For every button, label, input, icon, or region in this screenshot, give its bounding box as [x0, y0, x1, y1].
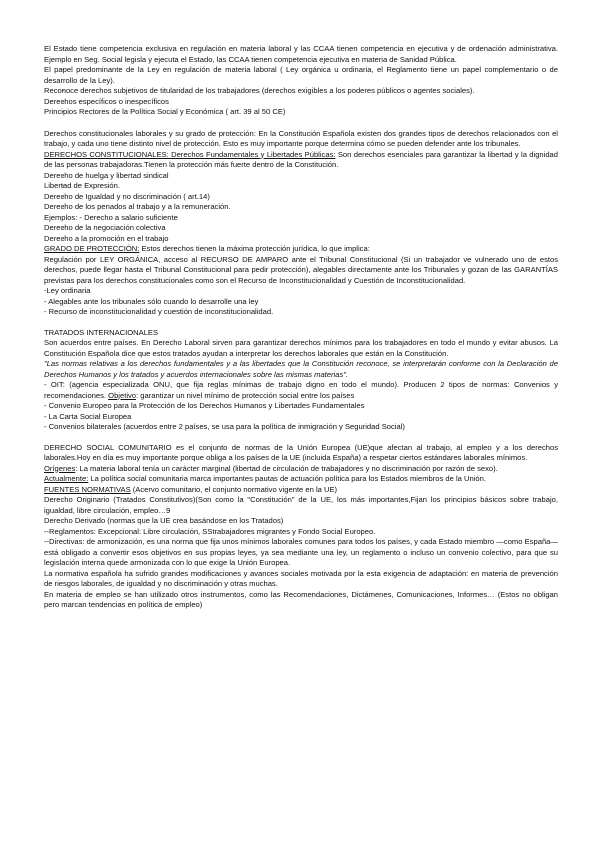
- list-item: - El Estado tiene competencia exclusiva en regulación en materia laboral y las CCAA tienen competencia en ejecutiva y de ordenación administrativa. Ejemplo en Seg. Social legisla y ejecuta el Estado, las CCAA tienen competencia ejecutiva en materia de Sanidad Pública.: [44, 44, 558, 65]
- list-item: - Principios Rectores de la Política Social y Económica ( art. 39 al 50 CE): [44, 107, 558, 118]
- originario-paragraph: Derecho Originario (Tratados Constitutivos)(Son como la "Constitución" de la UE, los más importantes,Fijan los principios básicos sobre trabajo, igualdad, libre circulación, empleo…9: [44, 495, 558, 515]
- section3-intro: DERECHO SOCIAL COMUNITARIO es el conjunto de normas de la Unión Europea (UE)que afectan al trabajo, al empleo y a los derechos laborales.Hoy en día es muy importante porque obliga a los países de la UE (incluida España) a respetar ciertos estándares laborales mínimos.: [44, 442, 558, 462]
- constitution-quote: "Las normas relativas a los derechos fundamentales y a las libertades que la Constitución reconoce, se interpretarán conforme con la Declaración de Derechos Humanos y los tratados y acuerdos internacionales sobre las mismas materias".: [44, 359, 558, 379]
- oit-objective-text: : garantizar un nivel mínimo de protección social entre los países: [136, 390, 355, 400]
- list-item: - Reconoce derechos subjetivos de titularidad de los trabajadores (derechos exigibles a los poderes públicos o agentes sociales).: [44, 86, 558, 97]
- list-item: - Derecho de huelga y libertad sindical: [44, 171, 558, 182]
- section1-intro: Derechos constitucionales laborales y su grado de protección: En la Constitución Española existen dos grandes tipos de derechos relacionados con el trabajo, y cada uno tiene distinto nivel de protección. Esto es muy importante porque determina cómo se pueden defender ante los tribunales.: [44, 128, 558, 148]
- actual-label: Actualmente:: [44, 474, 89, 483]
- grado-paragraph: [44, 244, 558, 255]
- origenes-label: Orígenes: [44, 463, 76, 473]
- grado-text: Estos derechos tienen la máxima protección jurídica, lo que implica:: [139, 244, 370, 253]
- fund-heading: DERECHOS CONSTITUCIONALES: Derechos Fundamentales y Libertades Públicas:: [44, 149, 336, 159]
- text-line: - Alegables ante los tribunales sólo cuando lo desarrolle una ley: [44, 296, 259, 306]
- fund-list: [44, 171, 558, 213]
- fuentes-paragraph: [44, 485, 558, 496]
- normativa-paragraph: La normativa española ha sufrido grandes modificaciones y avances sociales motivada por la esta exigencia de adaptación: en materia de prevención de riesgos laborales, de igualdad y no discriminación y otras muchas.: [44, 568, 558, 588]
- text-line: - La Carta Social Europea: [44, 411, 132, 421]
- list-item: - Derecho de los penados al trabajo y a la remuneración.: [44, 202, 558, 213]
- text-line: -Ley ordinaria: [44, 286, 91, 295]
- list-item: - Derechos específicos o inespecíficos: [44, 97, 558, 108]
- fuentes-text: (Acervo comunitario, el conjunto normativo vigente en la UE): [130, 484, 338, 494]
- empleo-paragraph: En materia de empleo se han utilizado otros instrumentos, como las Recomendaciones, Dictámenes, Comunicaciones, Informes… (Estos no obligan pero marcan tendencias en política de empleo): [44, 589, 558, 609]
- derivado-line: Derecho Derivado (normas que la UE crea basándose en los Tratados): [44, 516, 284, 525]
- fuentes-label: FUENTES NORMATIVAS: [44, 484, 131, 494]
- examples-line: Ejemplos: - Derecho a salario suficiente: [44, 212, 178, 222]
- oit-paragraph: [44, 380, 558, 401]
- actual-paragraph: [44, 474, 558, 485]
- directivas-paragraph: --Directivas: de armonización, es una norma que fija unos mínimos laborales comunes para todos los países, y cada Estado miembro —como España— está obligado a convertir esos objetivos en sus propias leyes, ya sea mediante una ley, un reglamento o incluso un convenio colectivo, para que su legislación interna quede armonizada con lo que exige la Unión Europea.: [44, 537, 558, 567]
- origenes-paragraph: [44, 464, 558, 475]
- regulation-paragraph: Regulación por LEY ORGÁNICA, acceso al RECURSO DE AMPARO ante el Tribunal Constitucional (Si un trabajador ve vulnerado uno de estos derechos, puede llegar hasta el Tribunal Constitucional para pedir protección), alegables directamente ante los Tribunales y gozan de las GARANTÍAS previstas para los derechos constitucionales como son el Recurso de Inconstitucionalidad y Cuestión de Inconstitucionalidad.: [44, 254, 558, 285]
- text-line: - Convenios bilaterales (acuerdos entre 2 países, se usa para la política de inmigración y Seguridad Social): [44, 422, 405, 431]
- list-item: - Derecho de Igualdad y no discriminación ( art.14): [44, 192, 558, 203]
- list-item: - Libertad de Expresión.: [44, 181, 558, 192]
- grado-heading: GRADO DE PROTECCIÓN:: [44, 244, 140, 253]
- section2-title: TRATADOS INTERNACIONALES: [44, 327, 159, 337]
- list-item: - Derecho de la negociación colectiva: [44, 223, 558, 234]
- oit-text: - OIT: (agencia especializada ONU, que fija reglas mínimas de trabajo digno en todo el mundo). Producen 2 tipos de normas: Convenios y recomendaciones.: [44, 380, 558, 400]
- section2-intro: Son acuerdos entre países. En Derecho Laboral sirven para garantizar derechos mínimos para los trabajadores en todo el mundo y evitar abusos. La Constitución Española dice que estos tratados ayudan a interpretar los derechos laborales que están en la Constitución.: [44, 338, 558, 358]
- text-line: - Recurso de inconstitucionalidad y cuestión de inconstitucionalidad.: [44, 307, 274, 316]
- reglamentos-line: --Reglamentos: Excepcional: Libre circulación, SStrabajadores migrantes y Fondo Social Europeo.: [44, 526, 376, 536]
- list-item: - El papel predominante de la Ley en regulación de materia laboral ( Ley orgánica u ordinaria, el Reglamento tiene un papel complementario o de desarrollo de la Ley).: [44, 65, 558, 86]
- actual-text: La política social comunitaria marca importantes pautas de actuación política para los Estados miembros de la Unión.: [88, 474, 486, 483]
- examples-list: [44, 223, 558, 244]
- intro-bullet-list: [44, 44, 558, 118]
- fund-text: Son derechos esenciales para garantizar la libertad y la dignidad de las personas trabajadoras.Tienen la protección más fuerte dentro de la Constitución.: [44, 149, 558, 169]
- fund-paragraph: [44, 150, 558, 171]
- oit-objective-label: Objetivo: [108, 390, 137, 400]
- origenes-text: : La materia laboral tenía un carácter marginal (libertad de circulación de trabajadores y no discriminación por razón de sexo).: [75, 463, 498, 473]
- list-item: - Derecho a la promoción en el trabajo: [44, 234, 558, 245]
- text-line: - Convenio Europeo para la Protección de los Derechos Humanos y Libertades Fundamentales: [44, 401, 365, 410]
